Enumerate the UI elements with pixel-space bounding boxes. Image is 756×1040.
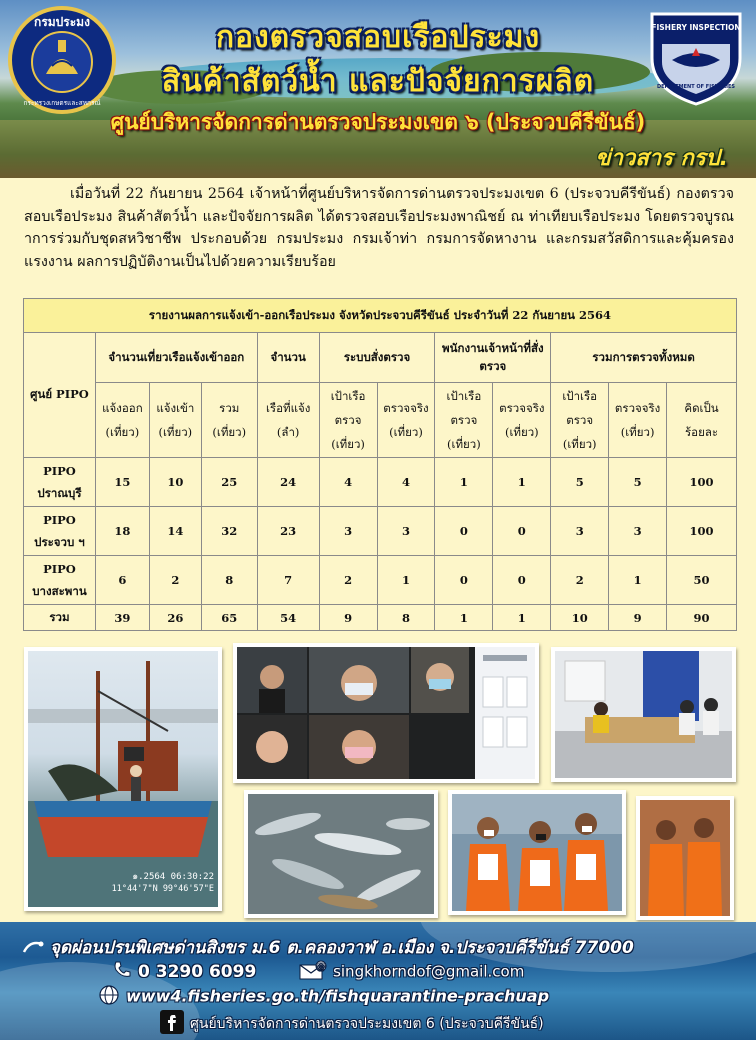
sub-header-text: คิดเป็น: [684, 401, 719, 415]
sub-header-text: (เที่ยว): [212, 425, 247, 439]
report-body: [24, 458, 737, 631]
table-cell: 6: [95, 556, 149, 605]
header-banner: [0, 0, 756, 178]
table-cell: 24: [257, 458, 319, 507]
table-cell: 3: [377, 507, 435, 556]
table-cell: 5: [551, 458, 609, 507]
table-cell: 18: [95, 507, 149, 556]
facebook-icon[interactable]: [160, 1010, 184, 1038]
sub-header-text: เป้าเรือ: [562, 389, 598, 403]
table-cell: 25: [201, 458, 257, 507]
table-cell: 1: [609, 556, 667, 605]
header-officer: พนักงานเจ้าหน้าที่สั่งตรวจ: [435, 333, 551, 383]
fishing-boat-illustration: [28, 651, 218, 907]
pipo-center-name-part: PIPO: [43, 464, 76, 478]
sub-header-cell: [551, 383, 609, 458]
header-count: จำนวน: [257, 333, 319, 383]
total-cell: 54: [257, 605, 319, 631]
table-cell: 7: [257, 556, 319, 605]
header-trips: จำนวนเที่ยวเรือแจ้งเข้าออก: [95, 333, 257, 383]
report-table: [23, 298, 737, 631]
banner-title-line3: ศูนย์บริหารจัดการด่านตรวจประมงเขต ๖ (ประจวบคีรีขันธ์): [110, 110, 646, 134]
sub-header-cell: [257, 383, 319, 458]
sub-header-row: [24, 383, 737, 458]
footer-address: จุดผ่อนปรนพิเศษด่านสิงขร ม.6 ต.คลองวาฬ อ.เมือง จ.ประจวบคีรีขันธ์ 77000: [50, 938, 634, 958]
logo-right-bottom-text: DEPARTMENT OF FISHERIES: [656, 84, 736, 90]
photo-video-conference: [233, 643, 539, 783]
pipo-center-name: [24, 507, 96, 556]
sub-header-text: ตรวจ: [334, 413, 362, 427]
footer-website-line: [0, 984, 756, 1010]
total-cell: 65: [201, 605, 257, 631]
banner-title-line2: สินค้าสัตว์น้ำ และปัจจัยการผลิต: [161, 64, 595, 99]
footer-contact-line: [0, 960, 756, 984]
sub-header-cell: [667, 383, 737, 458]
table-cell: 14: [149, 507, 201, 556]
total-cell: 8: [377, 605, 435, 631]
footer-phone[interactable]: 0 3290 6099: [138, 961, 257, 982]
photo-two-crew-members: [636, 796, 734, 920]
table-cell: 15: [95, 458, 149, 507]
sub-header-text: ตรวจ: [566, 413, 594, 427]
email-icon: [299, 960, 327, 984]
table-cell: 1: [377, 556, 435, 605]
total-row-label: รวม: [24, 605, 96, 631]
photo-timestamp: ๑.2564 06:30:22: [132, 872, 214, 882]
pipo-center-name: [24, 556, 96, 605]
office-illustration: [555, 651, 732, 778]
table-cell: 32: [201, 507, 257, 556]
footer-facebook-page[interactable]: ศูนย์บริหารจัดการด่านตรวจประมงเขต 6 (ประจวบคีรีขันธ์): [190, 1016, 544, 1032]
total-cell: 9: [319, 605, 377, 631]
total-cell: 39: [95, 605, 149, 631]
header-center: ศูนย์ PIPO: [24, 333, 96, 458]
sub-header-text: (เที่ยว): [504, 425, 539, 439]
group-header-row: [24, 333, 737, 383]
header-total: รวมการตรวจทั้งหมด: [551, 333, 737, 383]
banner-title-news: ข่าวสาร กรป.: [595, 146, 728, 171]
sub-header-text: แจ้งเข้า: [156, 401, 195, 415]
crew-illustration: [452, 794, 622, 911]
photo-fish-catch: [244, 790, 438, 918]
sub-header-cell: [319, 383, 377, 458]
table-cell: 4: [377, 458, 435, 507]
sub-header-text: แจ้งออก: [102, 401, 143, 415]
table-cell: 1: [435, 458, 493, 507]
pipo-center-name-part: บางสะพาน: [32, 584, 87, 598]
footer-facebook-line: [0, 1010, 756, 1038]
sub-header-text: เรือที่แจ้ง: [265, 401, 311, 415]
video-call-illustration: [237, 647, 535, 779]
report-caption: รายงานผลการแจ้งเข้า-ออกเรือประมง จังหวัดประจวบคีรีขันธ์ ประจำวันที่ 22 กันยายน 2564: [24, 299, 737, 333]
table-cell: 3: [609, 507, 667, 556]
sub-header-text: (เที่ยว): [620, 425, 655, 439]
sub-header-text: ร้อยละ: [685, 425, 719, 439]
table-cell: 0: [493, 556, 551, 605]
sub-header-text: (ลำ): [276, 425, 300, 439]
total-cell: 26: [149, 605, 201, 631]
report-caption-row: [24, 299, 737, 333]
table-cell: 100: [667, 507, 737, 556]
sub-header-cell: [95, 383, 149, 458]
photo-office-meeting: [551, 647, 736, 782]
photo-crew-with-documents: [448, 790, 626, 915]
photo-gps: 11°44'7"N 99°46'57"E: [111, 884, 214, 894]
sub-header-cell: [149, 383, 201, 458]
sub-header-text: ตรวจ: [450, 413, 478, 427]
total-cell: 1: [435, 605, 493, 631]
pipo-center-name-part: PIPO: [43, 562, 76, 576]
table-cell: 0: [435, 556, 493, 605]
fish-catch-illustration: [248, 794, 434, 914]
banner-title-line1: กองตรวจสอบเรือประมง: [215, 20, 541, 55]
logo-left-top-text: กรมประมง: [34, 15, 90, 29]
sub-header-cell: [201, 383, 257, 458]
sub-header-text: ตรวจจริง: [614, 401, 661, 415]
sub-header-text: รวม: [219, 401, 240, 415]
table-cell: 50: [667, 556, 737, 605]
table-cell: 3: [551, 507, 609, 556]
table-cell: 10: [149, 458, 201, 507]
sub-header-text: (เที่ยว): [158, 425, 193, 439]
table-cell: 8: [201, 556, 257, 605]
table-cell: 23: [257, 507, 319, 556]
photo-fishing-boat: [24, 647, 222, 911]
table-row: [24, 507, 737, 556]
globe-icon: [98, 984, 120, 1010]
sub-header-cell: [609, 383, 667, 458]
table-cell: 100: [667, 458, 737, 507]
table-row: [24, 556, 737, 605]
sub-header-text: (เที่ยว): [105, 425, 140, 439]
total-cell: 1: [493, 605, 551, 631]
total-cell: 9: [609, 605, 667, 631]
table-cell: 3: [319, 507, 377, 556]
sub-header-text: (เที่ยว): [447, 437, 481, 451]
pipo-center-name: [24, 458, 96, 507]
sub-header-text: (เที่ยว): [562, 437, 597, 451]
total-cell: 90: [667, 605, 737, 631]
sub-header-text: เป้าเรือ: [330, 389, 366, 403]
sub-header-text: (เที่ยว): [389, 425, 423, 439]
sub-header-text: ตรวจจริง: [383, 401, 429, 415]
intro-paragraph: เมื่อวันที่ 22 กันยายน 2564 เจ้าหน้าที่ศูนย์บริหารจัดการด่านตรวจประมงเขต 6 (ประจวบคีรีขันธ์) กองตรวจสอบเรือประมง สินค้าสัตว์น้ำ และปัจจัยการผลิต ได้ตรวจสอบเรือประมงพาณิชย์ ณ ท่าเทียบเรือประมง โดยตรวจบูรณาการร่วมกับชุดสหวิชาชีพ ประกอบด้วย กรมประมง กรมเจ้าท่า กรมการจัดหางาน และกรมสวัสดิการและคุ้มครองแรงงาน ผลการปฏิบัติงานเป็นไปด้วยความเรียบร้อย: [24, 186, 734, 270]
sub-header-text: ตรวจจริง: [499, 401, 545, 415]
table-cell: 2: [551, 556, 609, 605]
pipo-center-name-part: ประจวบ ฯ: [34, 535, 85, 549]
logo-left-bottom-text: กระทรวงเกษตรและสหกรณ์: [23, 99, 101, 107]
table-cell: 0: [493, 507, 551, 556]
pipo-center-name-part: PIPO: [43, 513, 76, 527]
sub-header-text: (เที่ยว): [331, 437, 365, 451]
table-cell: 2: [319, 556, 377, 605]
sub-header-cell: [493, 383, 551, 458]
phone-icon: [112, 960, 132, 984]
table-cell: 0: [435, 507, 493, 556]
two-crew-illustration: [640, 800, 730, 916]
footer-address-line: [0, 934, 756, 961]
table-cell: 5: [609, 458, 667, 507]
table-cell: 1: [493, 458, 551, 507]
total-cell: 10: [551, 605, 609, 631]
pipo-center-name-part: ปราณบุรี: [37, 486, 82, 500]
total-row: [24, 605, 737, 631]
svg-text:@: @: [317, 962, 326, 971]
footer-website[interactable]: www4.fisheries.go.th/fishquarantine-prachuap: [126, 986, 550, 1006]
sub-header-cell: [377, 383, 435, 458]
contact-footer: [0, 922, 756, 1040]
sub-header-text: เป้าเรือ: [446, 389, 482, 403]
location-icon: [22, 938, 44, 959]
sub-header-cell: [435, 383, 493, 458]
logo-right-top-text: FISHERY INSPECTION: [651, 23, 741, 32]
table-row: [24, 458, 737, 507]
table-cell: 2: [149, 556, 201, 605]
footer-email[interactable]: singkhorndof@gmail.com: [333, 962, 525, 981]
table-cell: 4: [319, 458, 377, 507]
header-system: ระบบสั่งตรวจ: [319, 333, 435, 383]
